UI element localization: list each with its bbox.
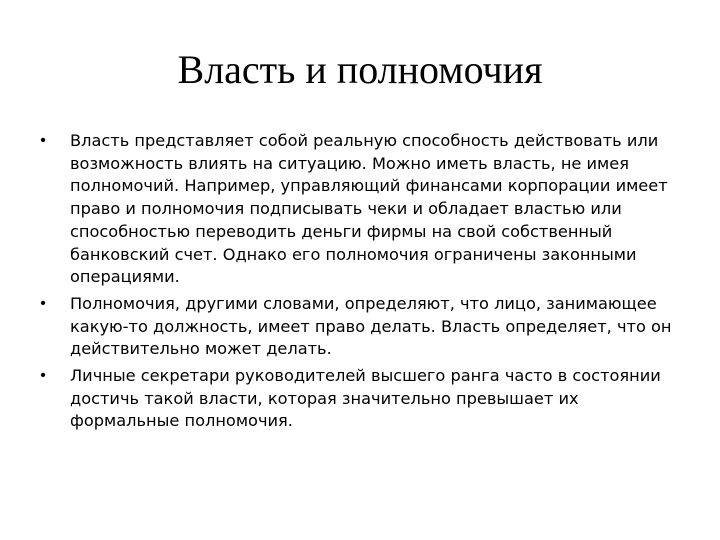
bullet-text-line: банковский счет. Однако его полномочия ограничены законными [70, 244, 637, 264]
bullet-text-line: операциями. [70, 267, 180, 287]
bullet-item-secretaries [36, 365, 692, 433]
bullet-text-line: полномочий. Например, управляющий финансами корпорации имеет [70, 176, 668, 196]
bullet-text-line: достичь такой власти, которая значительно превышает их [70, 388, 579, 408]
bullet-marker-icon: • [40, 367, 46, 385]
bullet-text-line: действительно может делать. [70, 339, 332, 359]
bullet-text-line: Власть представляет собой реальную способность действовать или [70, 131, 659, 150]
bullet-text-line: какую-то должность, имеет право делать. Власть определяет, что он [70, 316, 672, 336]
slide-title: Власть и полномочия [177, 47, 543, 92]
bullet-marker-icon: • [40, 132, 46, 149]
bullet-marker-icon: • [40, 294, 46, 312]
bullet-text-line: Полномочия, другими словами, определяют, что лицо, занимающее [70, 293, 657, 313]
bullet-text-line: формальные полномочия. [70, 411, 293, 431]
bullet-item-powers [36, 293, 692, 361]
bullet-text-line: право и полномочия подписывать чеки и обладает властью или [70, 199, 622, 219]
bullet-item-authority [36, 130, 692, 289]
bullet-text-line: возможность влиять на ситуацию. Можно иметь власть, не имея [70, 153, 629, 173]
bullet-text-line: способностью переводить деньги фирмы на свой собственный [70, 221, 613, 241]
bullet-list [36, 130, 692, 437]
bullet-text-line: Личные секретари руководителей высшего ранга часто в состоянии [70, 366, 661, 386]
